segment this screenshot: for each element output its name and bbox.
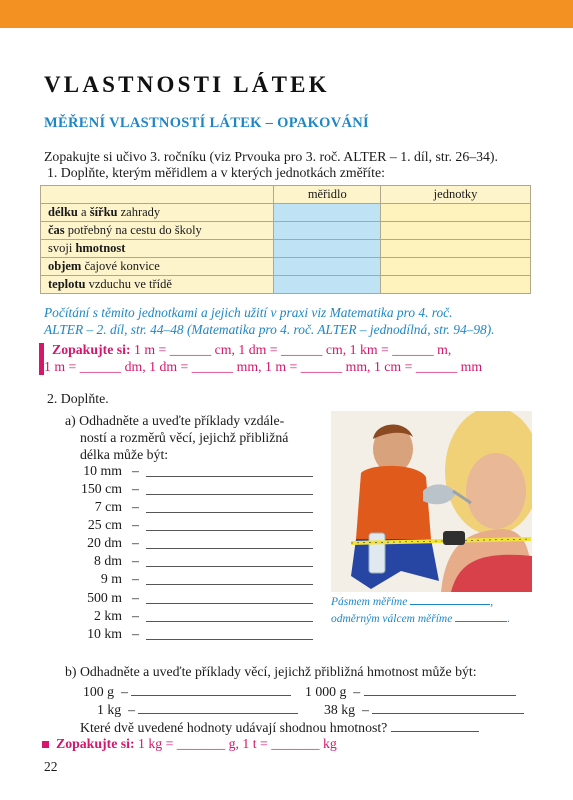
answer-line[interactable] [131,683,291,696]
repeat-line-3: Zopakujte si: 1 kg = _______ g, 1 t = _______ kg [56,736,337,751]
meridlo-answer-cell[interactable] [274,240,381,258]
mass-answer-row: 1 000 g – [305,683,516,701]
table-row-label: teplotu vzduchu ve třídě [41,276,274,294]
length-answer-row: 7 cm – [60,499,320,517]
length-answer-row: 9 m – [60,571,320,589]
task-2-heading: 2. Doplňte. [47,391,109,406]
repeat-marker-square [42,741,49,748]
mass-answer-row: 38 kg – [324,701,524,719]
table-row [41,276,531,294]
caption-line-2: odměrným válcem měříme . [331,613,511,625]
answer-line[interactable] [146,584,313,585]
mass-answer-row: 1 kg – [97,701,298,719]
table-row [41,240,531,258]
repeat-label: Zopakujte si: [56,736,135,751]
task-2a-line-3: délka může být: [80,447,169,462]
length-answer-row: 8 dm – [60,553,320,571]
meridlo-answer-cell[interactable] [274,222,381,240]
jednotky-answer-cell[interactable] [381,204,531,222]
answer-line[interactable] [146,603,313,604]
table-row-label: objem čajové konvice [41,258,274,276]
answer-line[interactable] [146,639,313,640]
answer-line[interactable] [146,548,313,549]
header-bar [0,0,573,28]
length-answer-row: 10 km – [60,626,320,644]
measurement-table [40,185,531,294]
jednotky-answer-cell[interactable] [381,222,531,240]
answer-line[interactable] [146,530,313,531]
answer-line[interactable] [146,476,313,477]
caption-blank[interactable] [455,611,507,622]
task-2a-line-2: ností a rozměrů věcí, jejichž přibližná [80,430,289,445]
reference-line-2: ALTER – 2. díl, str. 44–48 (Matematika pro 4. roč. ALTER – jednodílná, str. 94–98). [44,322,495,337]
table-row-label: délku a šířku zahrady [41,204,274,222]
jednotky-answer-cell[interactable] [381,276,531,294]
answer-line[interactable] [138,701,298,714]
children-measuring-photo [331,411,532,592]
table-row-label: svoji hmotnost [41,240,274,258]
answer-line[interactable] [146,494,313,495]
meridlo-answer-cell[interactable] [274,258,381,276]
length-answer-row: 500 m – [60,590,320,608]
answer-line[interactable] [372,701,524,714]
table-header-jednotky: jednotky [381,186,531,204]
caption-blank[interactable] [410,594,490,605]
answer-line[interactable] [391,719,479,732]
answer-line[interactable] [364,683,516,696]
page-title: VLASTNOSTI LÁTEK [44,72,330,97]
meridlo-answer-cell[interactable] [274,276,381,294]
length-answer-row: 150 cm – [60,481,320,499]
table-header-row [41,186,531,204]
jednotky-answer-cell[interactable] [381,240,531,258]
length-answer-row: 2 km – [60,608,320,626]
same-mass-question: Které dvě uvedené hodnoty udávají shodnou hmotnost? [80,719,479,736]
caption-line-1: Pásmem měříme , [331,596,494,608]
table-header-meridlo: měřidlo [274,186,381,204]
jednotky-answer-cell[interactable] [381,258,531,276]
table-header-empty [41,186,274,204]
answer-line[interactable] [146,512,313,513]
length-answer-row: 20 dm – [60,535,320,553]
reference-line-1: Počítání s těmito jednotkami a jejich užití v praxi viz Matematika pro 4. roč. [44,305,453,320]
task-2b-heading: b) Odhadněte a uveďte příklady věcí, jejichž přibližná hmotnost může být: [65,664,477,679]
repeat-line-2: 1 m = ______ dm, 1 dm = ______ mm, 1 m = ______ mm, 1 cm = ______ mm [44,359,483,374]
section-subtitle: MĚŘENÍ VLASTNOSTÍ LÁTEK – OPAKOVÁNÍ [44,115,369,131]
task-2a-line-1: a) Odhadněte a uveďte příklady vzdále- [65,413,285,428]
length-answer-row: 25 cm – [60,517,320,535]
answer-line[interactable] [146,621,313,622]
table-row [41,204,531,222]
intro-text: Zopakujte si učivo 3. ročníku (viz Prvouka pro 3. roč. ALTER – 1. díl, str. 26–34). [44,149,498,164]
page-number: 22 [44,759,58,774]
repeat-label: Zopakujte si: [52,342,131,357]
table-row [41,258,531,276]
task-1-heading: 1. Doplňte, kterým měřidlem a v kterých jednotkách změříte: [47,165,385,180]
mass-answer-row: 100 g – [83,683,291,701]
repeat-line-1: Zopakujte si: 1 m = ______ cm, 1 dm = ______ cm, 1 km = ______ m, [52,342,452,357]
meridlo-answer-cell[interactable] [274,204,381,222]
table-row-label: čas potřebný na cestu do školy [41,222,274,240]
table-row [41,222,531,240]
length-answer-row: 10 mm – [60,463,320,481]
answer-line[interactable] [146,566,313,567]
